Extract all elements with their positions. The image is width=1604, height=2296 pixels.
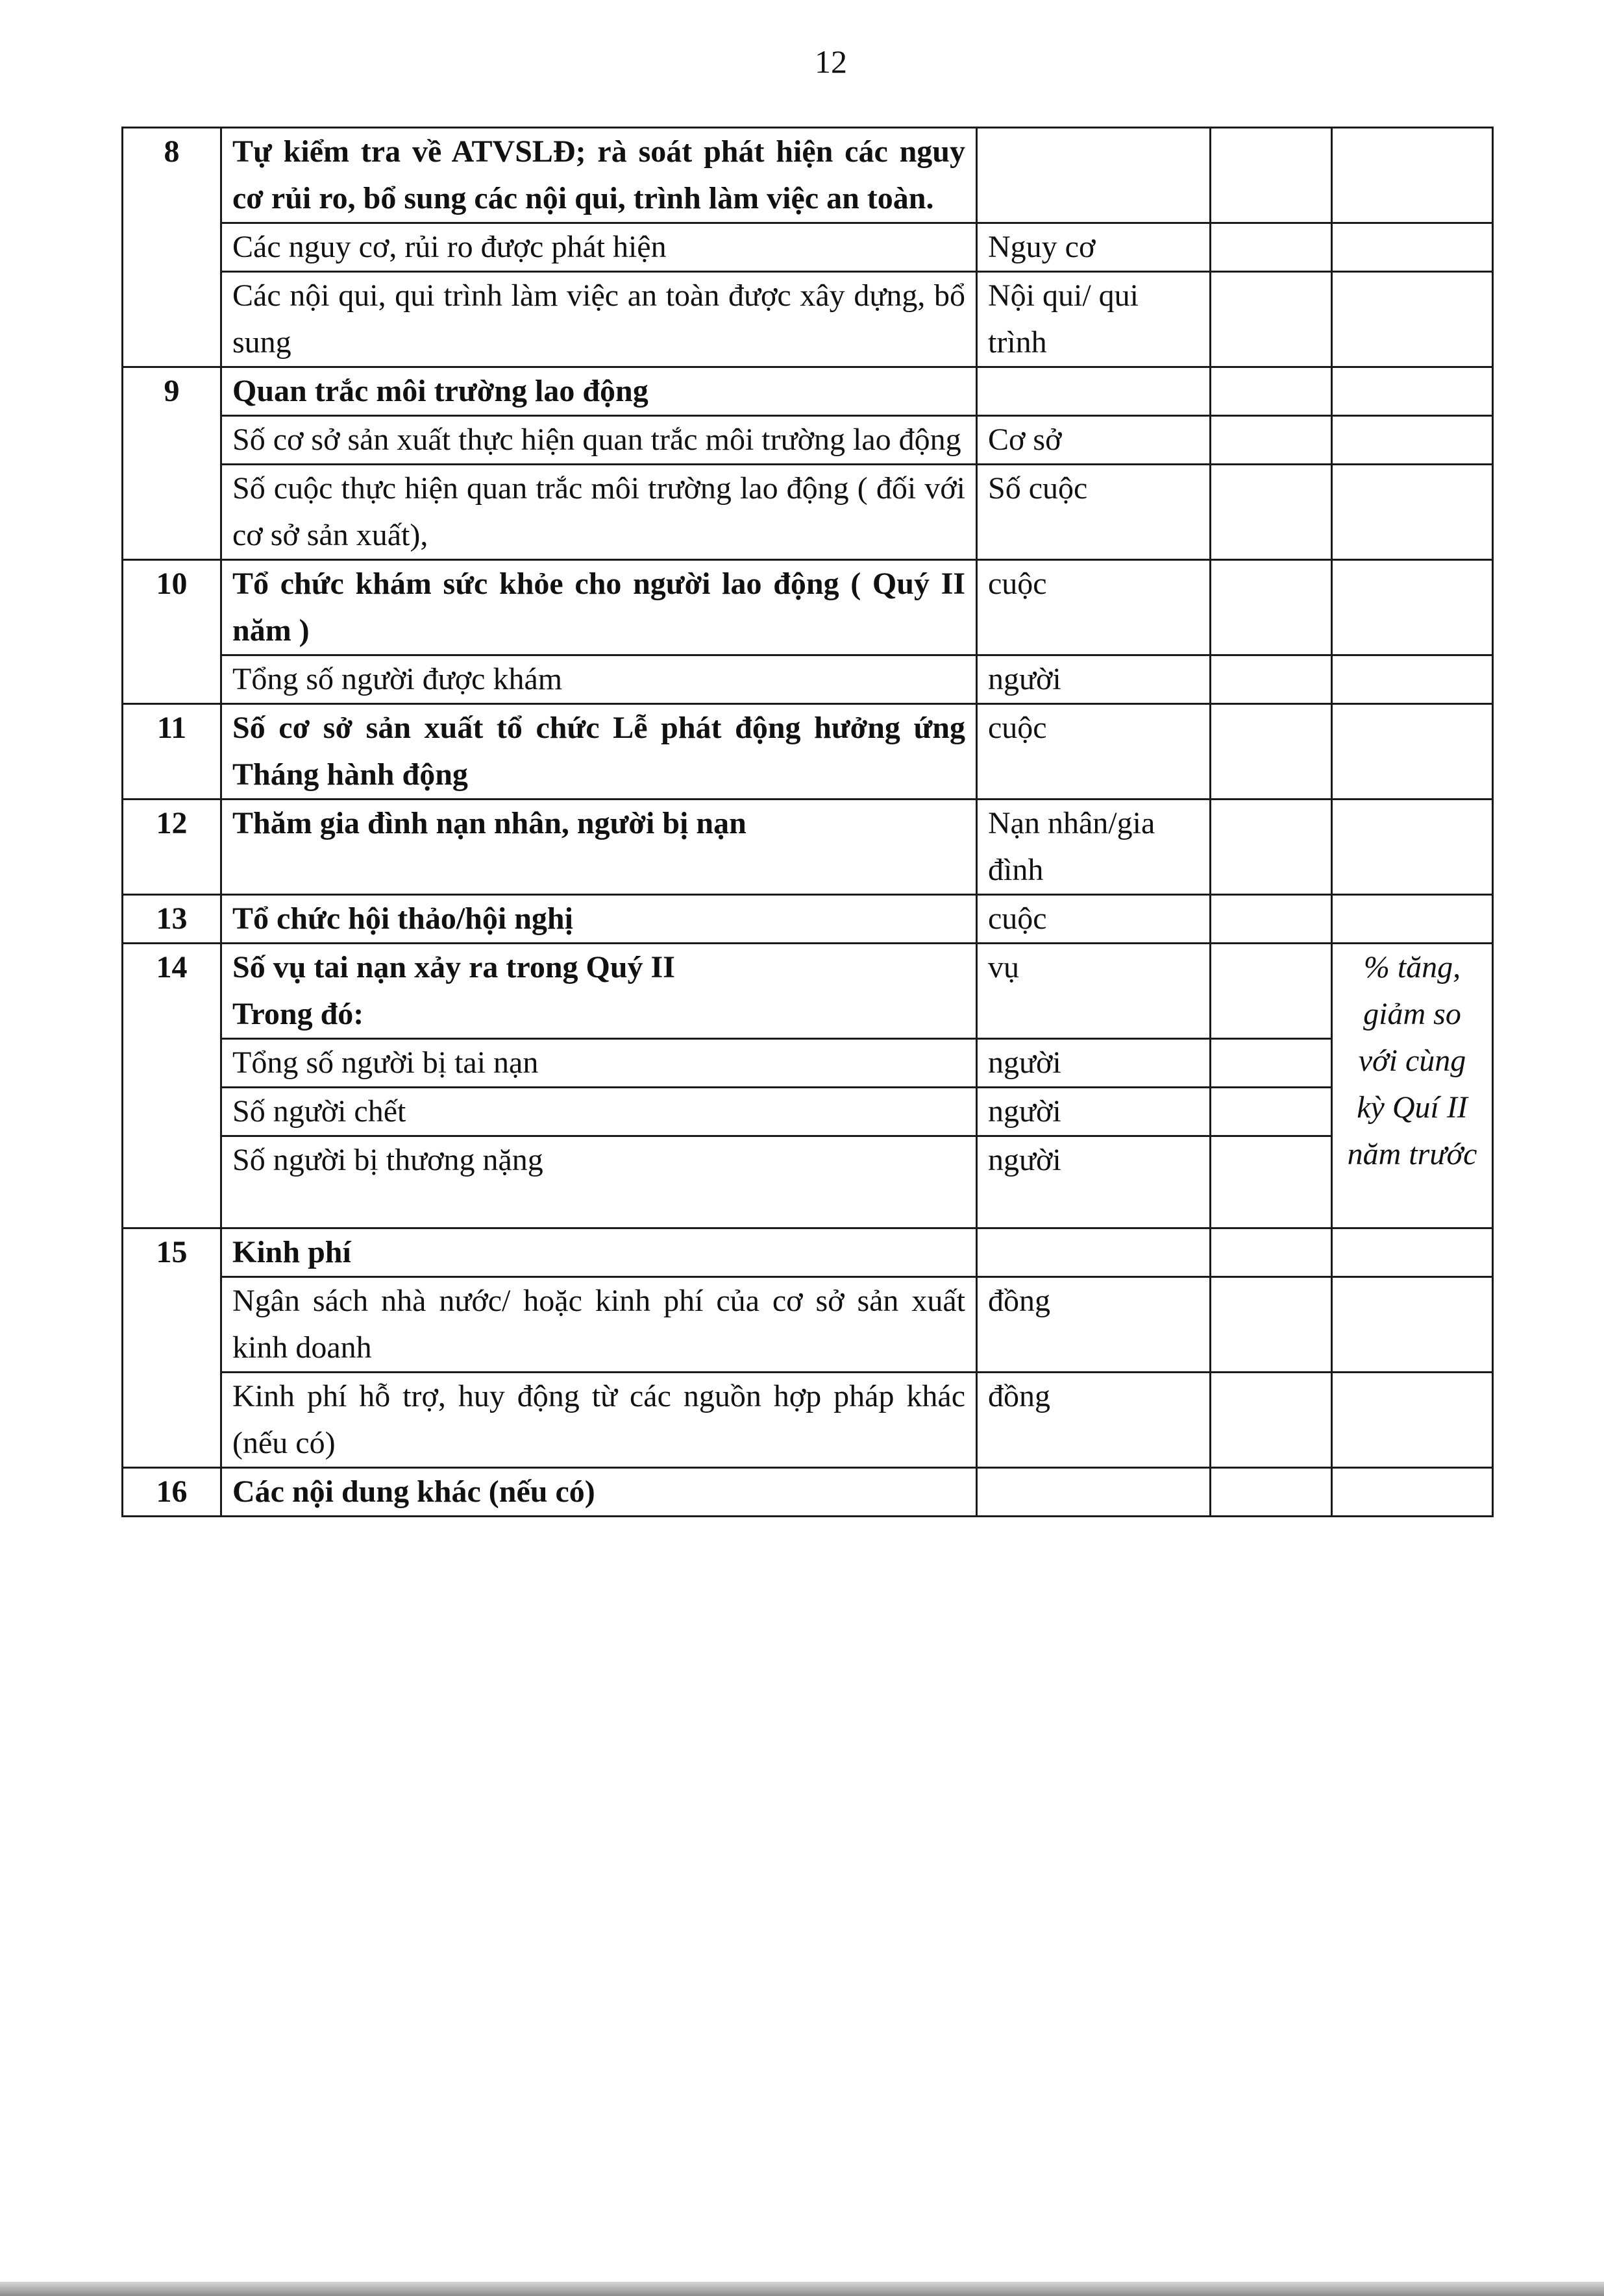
unit-cell: cuộc — [977, 895, 1211, 944]
table-row — [123, 944, 1493, 1039]
table-row — [123, 1088, 1493, 1136]
unit-cell: vụ — [977, 944, 1211, 1039]
table-row — [123, 1228, 1493, 1277]
table-row — [123, 1277, 1493, 1373]
item-label: Tổng số người bị tai nạn — [221, 1039, 977, 1088]
row-number: 10 — [123, 560, 221, 704]
table-row — [123, 1373, 1493, 1468]
note-cell — [1332, 1277, 1493, 1373]
table-row — [123, 465, 1493, 560]
note-cell — [1332, 128, 1493, 223]
table-row — [123, 272, 1493, 367]
page-number: 12 — [815, 43, 847, 80]
section-title: Kinh phí — [221, 1228, 977, 1277]
note-cell — [1332, 560, 1493, 655]
value-cell — [1211, 1468, 1332, 1517]
table-row — [123, 1468, 1493, 1517]
item-label: Tổng số người được khám — [221, 655, 977, 704]
row-number: 9 — [123, 367, 221, 560]
section-title: Số cơ sở sản xuất tổ chức Lễ phát động hưởng ứng Tháng hành động — [221, 704, 977, 800]
table-row — [123, 895, 1493, 944]
table-row — [123, 704, 1493, 800]
note-cell — [1332, 704, 1493, 800]
value-cell — [1211, 367, 1332, 416]
row-number: 8 — [123, 128, 221, 367]
unit-cell: người — [977, 1088, 1211, 1136]
note-cell — [1332, 1228, 1493, 1277]
item-label: Số cuộc thực hiện quan trắc môi trường lao động ( đối với cơ sở sản xuất), — [221, 465, 977, 560]
value-cell — [1211, 1228, 1332, 1277]
unit-cell: đồng — [977, 1373, 1211, 1468]
note-cell — [1332, 223, 1493, 272]
item-label: Kinh phí hỗ trợ, huy động từ các nguồn hợp pháp khác (nếu có) — [221, 1373, 977, 1468]
section-subtitle: Trong đó: — [232, 997, 364, 1031]
note-cell — [1332, 895, 1493, 944]
item-label: Ngân sách nhà nước/ hoặc kinh phí của cơ sở sản xuất kinh doanh — [221, 1277, 977, 1373]
table-row — [123, 560, 1493, 655]
unit-cell: Nguy cơ — [977, 223, 1211, 272]
item-label: Các nguy cơ, rủi ro được phát hiện — [221, 223, 977, 272]
row-number: 16 — [123, 1468, 221, 1517]
unit-cell — [977, 367, 1211, 416]
row-number: 15 — [123, 1228, 221, 1468]
unit-cell: người — [977, 1136, 1211, 1228]
value-cell — [1211, 416, 1332, 465]
value-cell — [1211, 128, 1332, 223]
scan-edge — [0, 2282, 1604, 2296]
note-cell — [1332, 272, 1493, 367]
item-label: Số người chết — [221, 1088, 977, 1136]
unit-cell: cuộc — [977, 704, 1211, 800]
unit-cell: người — [977, 1039, 1211, 1088]
value-cell — [1211, 800, 1332, 895]
row-number: 11 — [123, 704, 221, 800]
row-number: 12 — [123, 800, 221, 895]
section-title: Tổ chức hội thảo/hội nghị — [221, 895, 977, 944]
item-label: Số người bị thương nặng — [221, 1136, 977, 1228]
value-cell — [1211, 895, 1332, 944]
note-cell — [1332, 465, 1493, 560]
unit-cell: cuộc — [977, 560, 1211, 655]
table-row — [123, 223, 1493, 272]
table-row — [123, 655, 1493, 704]
note-cell — [1332, 1468, 1493, 1517]
value-cell — [1211, 223, 1332, 272]
section-title: Quan trắc môi trường lao động — [221, 367, 977, 416]
value-cell — [1211, 655, 1332, 704]
unit-cell: Cơ sở — [977, 416, 1211, 465]
value-cell — [1211, 1088, 1332, 1136]
section-title-text: Số vụ tai nạn xảy ra trong Quý II — [232, 950, 675, 984]
table-row — [123, 416, 1493, 465]
table-row — [123, 128, 1493, 223]
value-cell — [1211, 465, 1332, 560]
note-cell — [1332, 367, 1493, 416]
item-label: Số cơ sở sản xuất thực hiện quan trắc môi trường lao động — [221, 416, 977, 465]
value-cell — [1211, 944, 1332, 1039]
value-cell — [1211, 1136, 1332, 1228]
note-cell — [1332, 800, 1493, 895]
item-label: Các nội qui, qui trình làm việc an toàn được xây dựng, bổ sung — [221, 272, 977, 367]
unit-cell: Số cuộc — [977, 465, 1211, 560]
value-cell — [1211, 272, 1332, 367]
section-title — [221, 944, 977, 1039]
section-title: Tổ chức khám sức khỏe cho người lao động ( Quý II năm ) — [221, 560, 977, 655]
value-cell — [1211, 1039, 1332, 1088]
table-row — [123, 1136, 1493, 1228]
unit-cell: người — [977, 655, 1211, 704]
unit-cell: Nạn nhân/gia đình — [977, 800, 1211, 895]
table-row — [123, 1039, 1493, 1088]
value-cell — [1211, 1373, 1332, 1468]
section-title: Tự kiểm tra về ATVSLĐ; rà soát phát hiện các nguy cơ rủi ro, bổ sung các nội qui, trình làm việc an toàn. — [221, 128, 977, 223]
value-cell — [1211, 560, 1332, 655]
comparison-note: % tăng, giảm so với cùng kỳ Quí II năm trước — [1332, 944, 1493, 1228]
unit-cell — [977, 128, 1211, 223]
section-title: Các nội dung khác (nếu có) — [221, 1468, 977, 1517]
unit-cell: đồng — [977, 1277, 1211, 1373]
note-cell — [1332, 416, 1493, 465]
note-cell — [1332, 1373, 1493, 1468]
table-row — [123, 800, 1493, 895]
section-title: Thăm gia đình nạn nhân, người bị nạn — [221, 800, 977, 895]
note-cell — [1332, 655, 1493, 704]
unit-cell — [977, 1468, 1211, 1517]
table-row — [123, 367, 1493, 416]
report-table — [121, 127, 1494, 1517]
unit-cell — [977, 1228, 1211, 1277]
row-number: 13 — [123, 895, 221, 944]
unit-cell: Nội qui/ qui trình — [977, 272, 1211, 367]
row-number: 14 — [123, 944, 221, 1228]
value-cell — [1211, 704, 1332, 800]
value-cell — [1211, 1277, 1332, 1373]
